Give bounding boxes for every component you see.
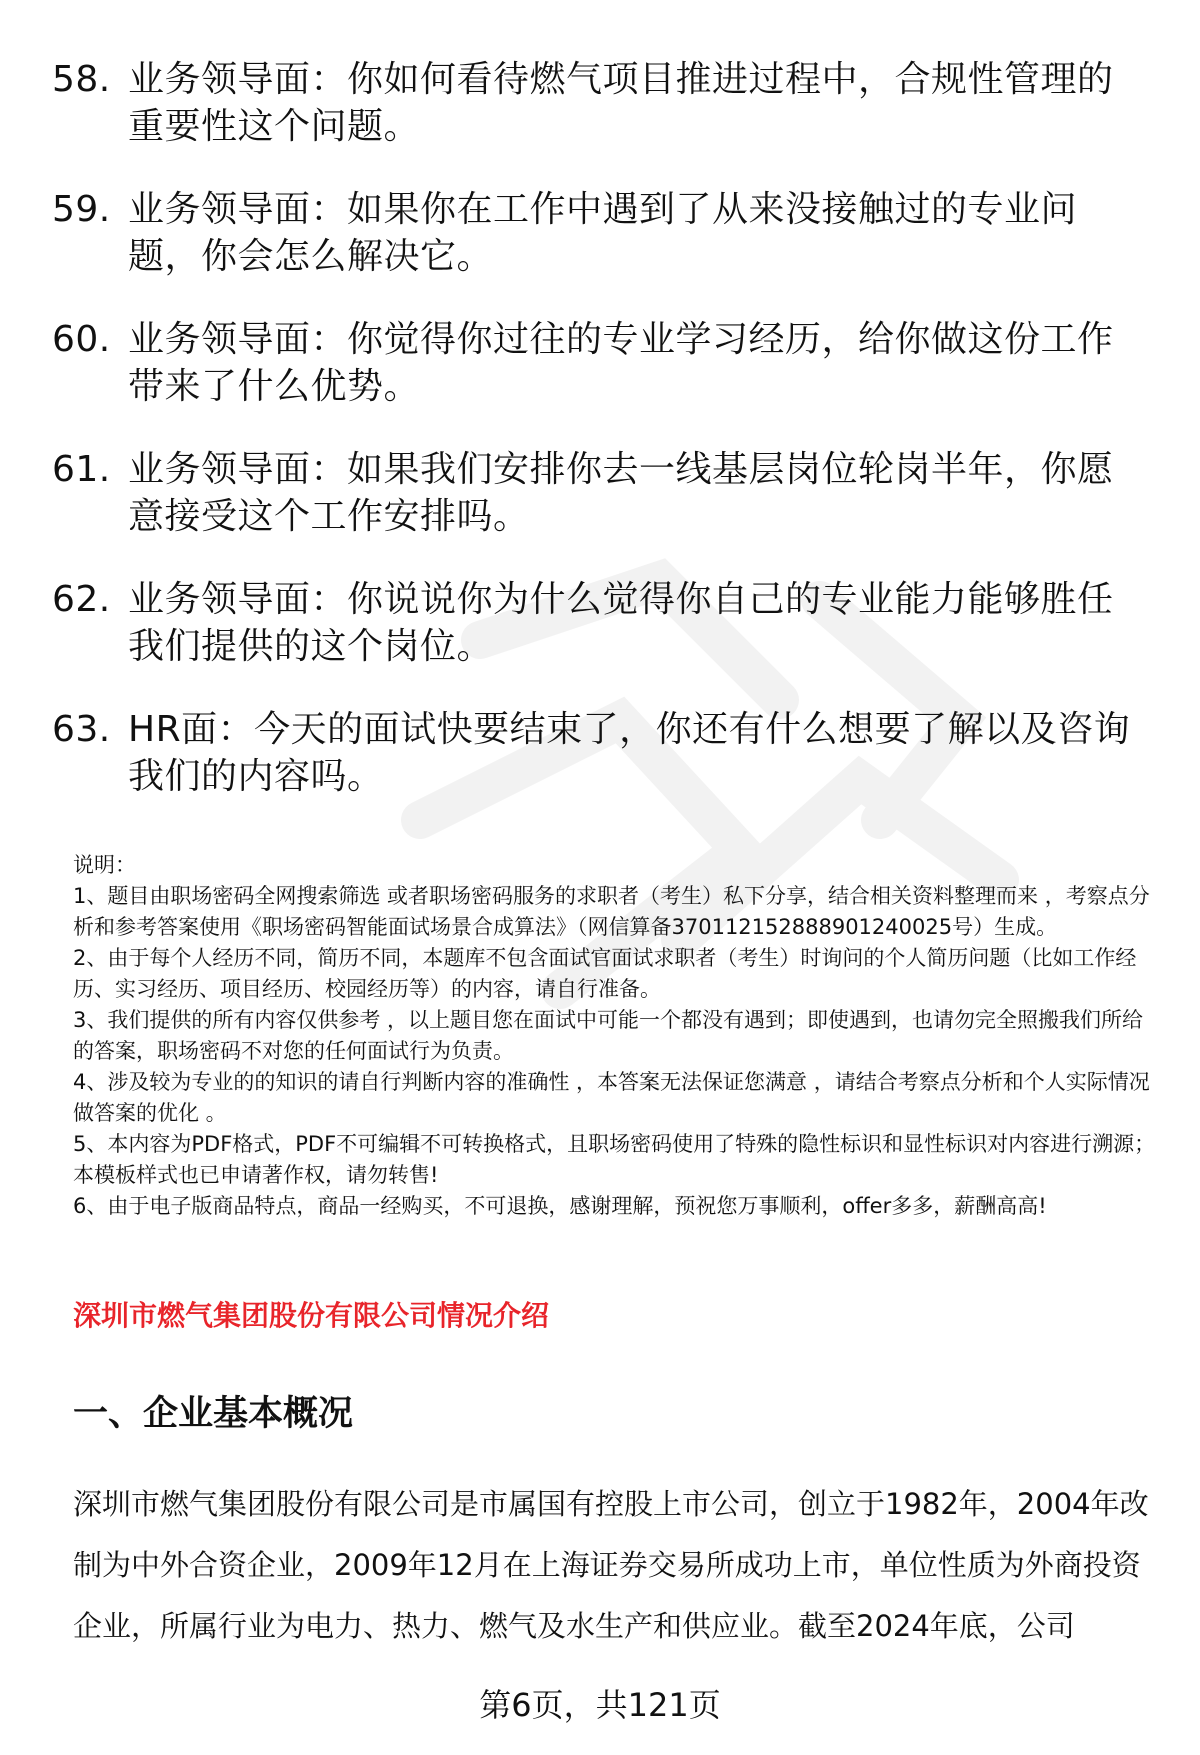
note-item: 1、题目由职场密码全网搜索筛选 或者职场密码服务的求职者（考生）私下分享，结合相关资料整理而来 ，考察点分析和参考答案使用《职场密码智能面试场景合成算法》（网信算备370112152888901240025号）生成。: [73, 884, 1150, 939]
question-text: 业务领导面：如果你在工作中遇到了从来没接触过的专业问题，你会怎么解决它。: [128, 189, 1078, 277]
question-text: 业务领导面：如果我们安排你去一线基层岗位轮岗半年，你愿意接受这个工作安排吗。: [128, 449, 1114, 537]
question-item: [52, 316, 1152, 410]
question-text: 业务领导面：你觉得你过往的专业学习经历，给你做这份工作带来了什么优势。: [128, 319, 1114, 407]
section-heading: 一、企业基本概况: [73, 1394, 354, 1434]
question-text: HR面：今天的面试快要结束了，你还有什么想要了解以及咨询我们的内容吗。: [128, 709, 1131, 797]
question-text: 业务领导面：你如何看待燃气项目推进过程中，合规性管理的重要性这个问题。: [128, 59, 1114, 147]
question-number: 59.: [52, 189, 111, 230]
question-number: 63.: [52, 709, 111, 750]
note-item: 2、由于每个人经历不同，简历不同，本题库不包含面试官面试求职者（考生）时询问的个人简历问题（比如工作经历、实习经历、项目经历、校园经历等）的内容，请自行准备。: [73, 946, 1137, 1001]
page-number: 第6页，共121页: [479, 1686, 721, 1724]
company-intro-title: 深圳市燃气集团股份有限公司情况介绍: [73, 1299, 550, 1332]
question-text: 业务领导面：你说说你为什么觉得你自己的专业能力能够胜任我们提供的这个岗位。: [128, 579, 1114, 667]
question-item: [52, 186, 1152, 280]
notes-heading: 说明：: [73, 853, 136, 877]
question-item: [52, 446, 1152, 540]
note-item: 3、我们提供的所有内容仅供参考 ，以上题目您在面试中可能一个都没有遇到；即使遇到，也请勿完全照搬我们所给的答案，职场密码不对您的任何面试行为负责。: [73, 1008, 1144, 1063]
question-number: 61.: [52, 449, 111, 490]
body-paragraph: 深圳市燃气集团股份有限公司是市属国有控股上市公司，创立于1982年，2004年改制为中外合资企业，2009年12月在上海证券交易所成功上市，单位性质为外商投资企业，所属行业为电力、热力、燃气及水生产和供应业。截至2024年底，公司: [73, 1487, 1149, 1643]
question-item: [52, 56, 1152, 150]
question-list: [52, 56, 1152, 836]
question-number: 62.: [52, 579, 111, 620]
notes-section: [73, 850, 1158, 1222]
question-number: 60.: [52, 319, 111, 360]
note-item: 4、涉及较为专业的的知识的请自行判断内容的准确性 ，本答案无法保证您满意 ，请结合考察点分析和个人实际情况做答案的优化 。: [73, 1070, 1150, 1125]
question-item: [52, 706, 1152, 800]
note-item: 6、由于电子版商品特点，商品一经购买，不可退换，感谢理解，预祝您万事顺利，offer多多，薪酬高高!: [73, 1194, 1047, 1218]
note-item: 5、本内容为PDF格式，PDF不可编辑不可转换格式，且职场密码使用了特殊的隐性标识和显性标识对内容进行溯源；本模板样式也已申请著作权，请勿转售!: [73, 1132, 1156, 1187]
question-item: [52, 576, 1152, 670]
question-number: 58.: [52, 59, 111, 100]
